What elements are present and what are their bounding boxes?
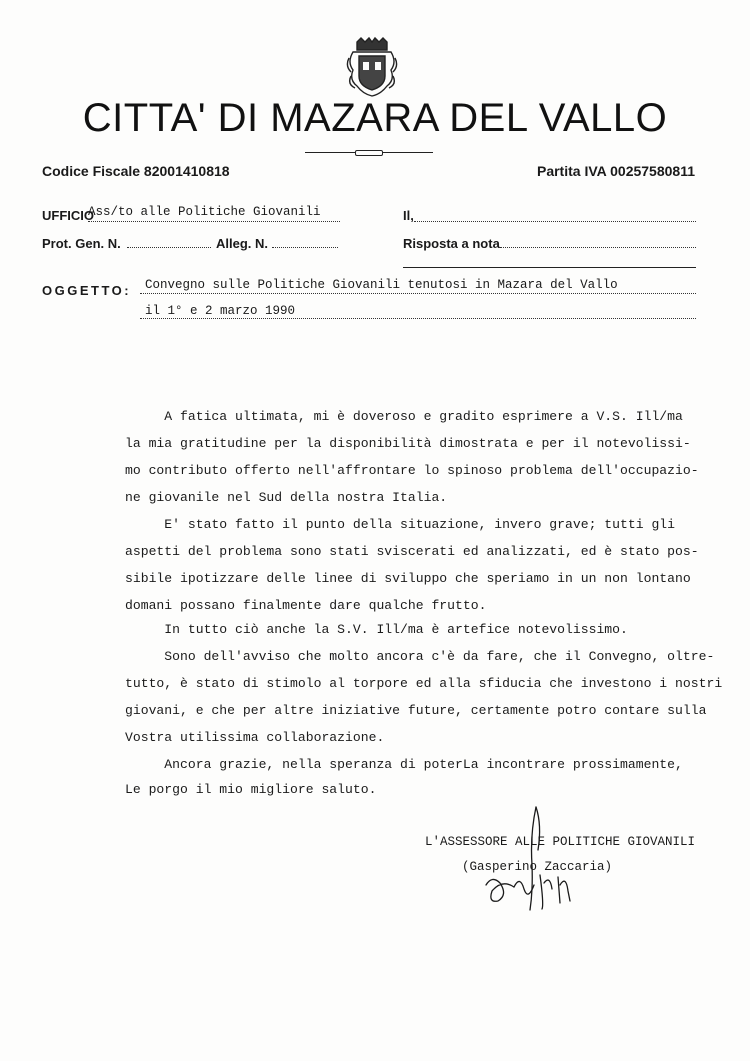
oggetto-text-line-2: il 1° e 2 marzo 1990 — [145, 304, 296, 318]
signatory-title: L'ASSESSORE ALLE POLITICHE GIOVANILI — [425, 835, 696, 849]
signatory-name: (Gasperino Zaccaria) — [462, 860, 613, 874]
alleg-label: Alleg. N. — [216, 236, 269, 251]
body-line: mo contributo offerto nell'affrontare lo spinoso problema dell'occupazio- — [125, 463, 699, 478]
body-line: E' stato fatto il punto della situazione, invero grave; tutti gli — [125, 517, 676, 532]
body-line: domani possano finalmente dare qualche frutto. — [125, 598, 487, 613]
oggetto-field-line-2 — [140, 318, 696, 319]
body-line: Vostra utilissima collaborazione. — [125, 730, 385, 745]
body-line: tutto, è stato di stimolo al torpore ed alla sfiducia che investono i nostri — [125, 676, 723, 691]
codice-fiscale: Codice Fiscale 82001410818 — [42, 163, 230, 179]
prot-gen-field-line — [127, 247, 211, 248]
oggetto-text-line-1: Convegno sulle Politiche Giovanili tenutosi in Mazara del Vallo — [145, 278, 618, 292]
risposta-label: Risposta a nota — [403, 236, 500, 251]
oggetto-field-line-1 — [140, 293, 696, 294]
body-line: aspetti del problema sono stati sviscerati ed analizzati, ed è stato pos- — [125, 544, 699, 559]
prot-gen-label: Prot. Gen. N. — [42, 236, 121, 251]
risposta-solid-line — [403, 267, 696, 268]
city-crest-icon — [343, 36, 401, 98]
il-field-line — [414, 221, 696, 222]
body-line: sibile ipotizzare delle linee di sviluppo che speriamo in un non lontano — [125, 571, 691, 586]
ufficio-label: UFFICIO — [42, 208, 94, 223]
body-line: Ancora grazie, nella speranza di poterLa incontrare prossimamente, — [125, 757, 683, 772]
oggetto-label: OGGETTO: — [42, 283, 132, 298]
body-line: Le porgo il mio migliore saluto. — [125, 782, 377, 797]
body-line: In tutto ciò anche la S.V. Ill/ma è artefice notevolissimo. — [125, 622, 628, 637]
ufficio-value: Ass/to alle Politiche Giovanili — [88, 205, 321, 219]
ufficio-field-line — [88, 221, 340, 222]
body-line: la mia gratitudine per la disponibilità dimostrata e per il notevolissi- — [125, 436, 691, 451]
title-divider-ornament — [355, 150, 383, 156]
handwritten-signature — [478, 805, 588, 915]
partita-iva: Partita IVA 00257580811 — [536, 163, 695, 179]
body-line: ne giovanile nel Sud della nostra Italia. — [125, 490, 448, 505]
alleg-field-line — [272, 247, 338, 248]
body-line: Sono dell'avviso che molto ancora c'è da fare, che il Convegno, oltre- — [125, 649, 715, 664]
page-title: CITTA' DI MAZARA DEL VALLO — [82, 96, 668, 140]
il-label: Il, — [403, 208, 414, 223]
body-line: giovani, e che per altre iniziative future, certamente potro contare sulla — [125, 703, 707, 718]
body-line: A fatica ultimata, mi è doveroso e gradito esprimere a V.S. Ill/ma — [125, 409, 683, 424]
risposta-field-line — [500, 247, 696, 248]
